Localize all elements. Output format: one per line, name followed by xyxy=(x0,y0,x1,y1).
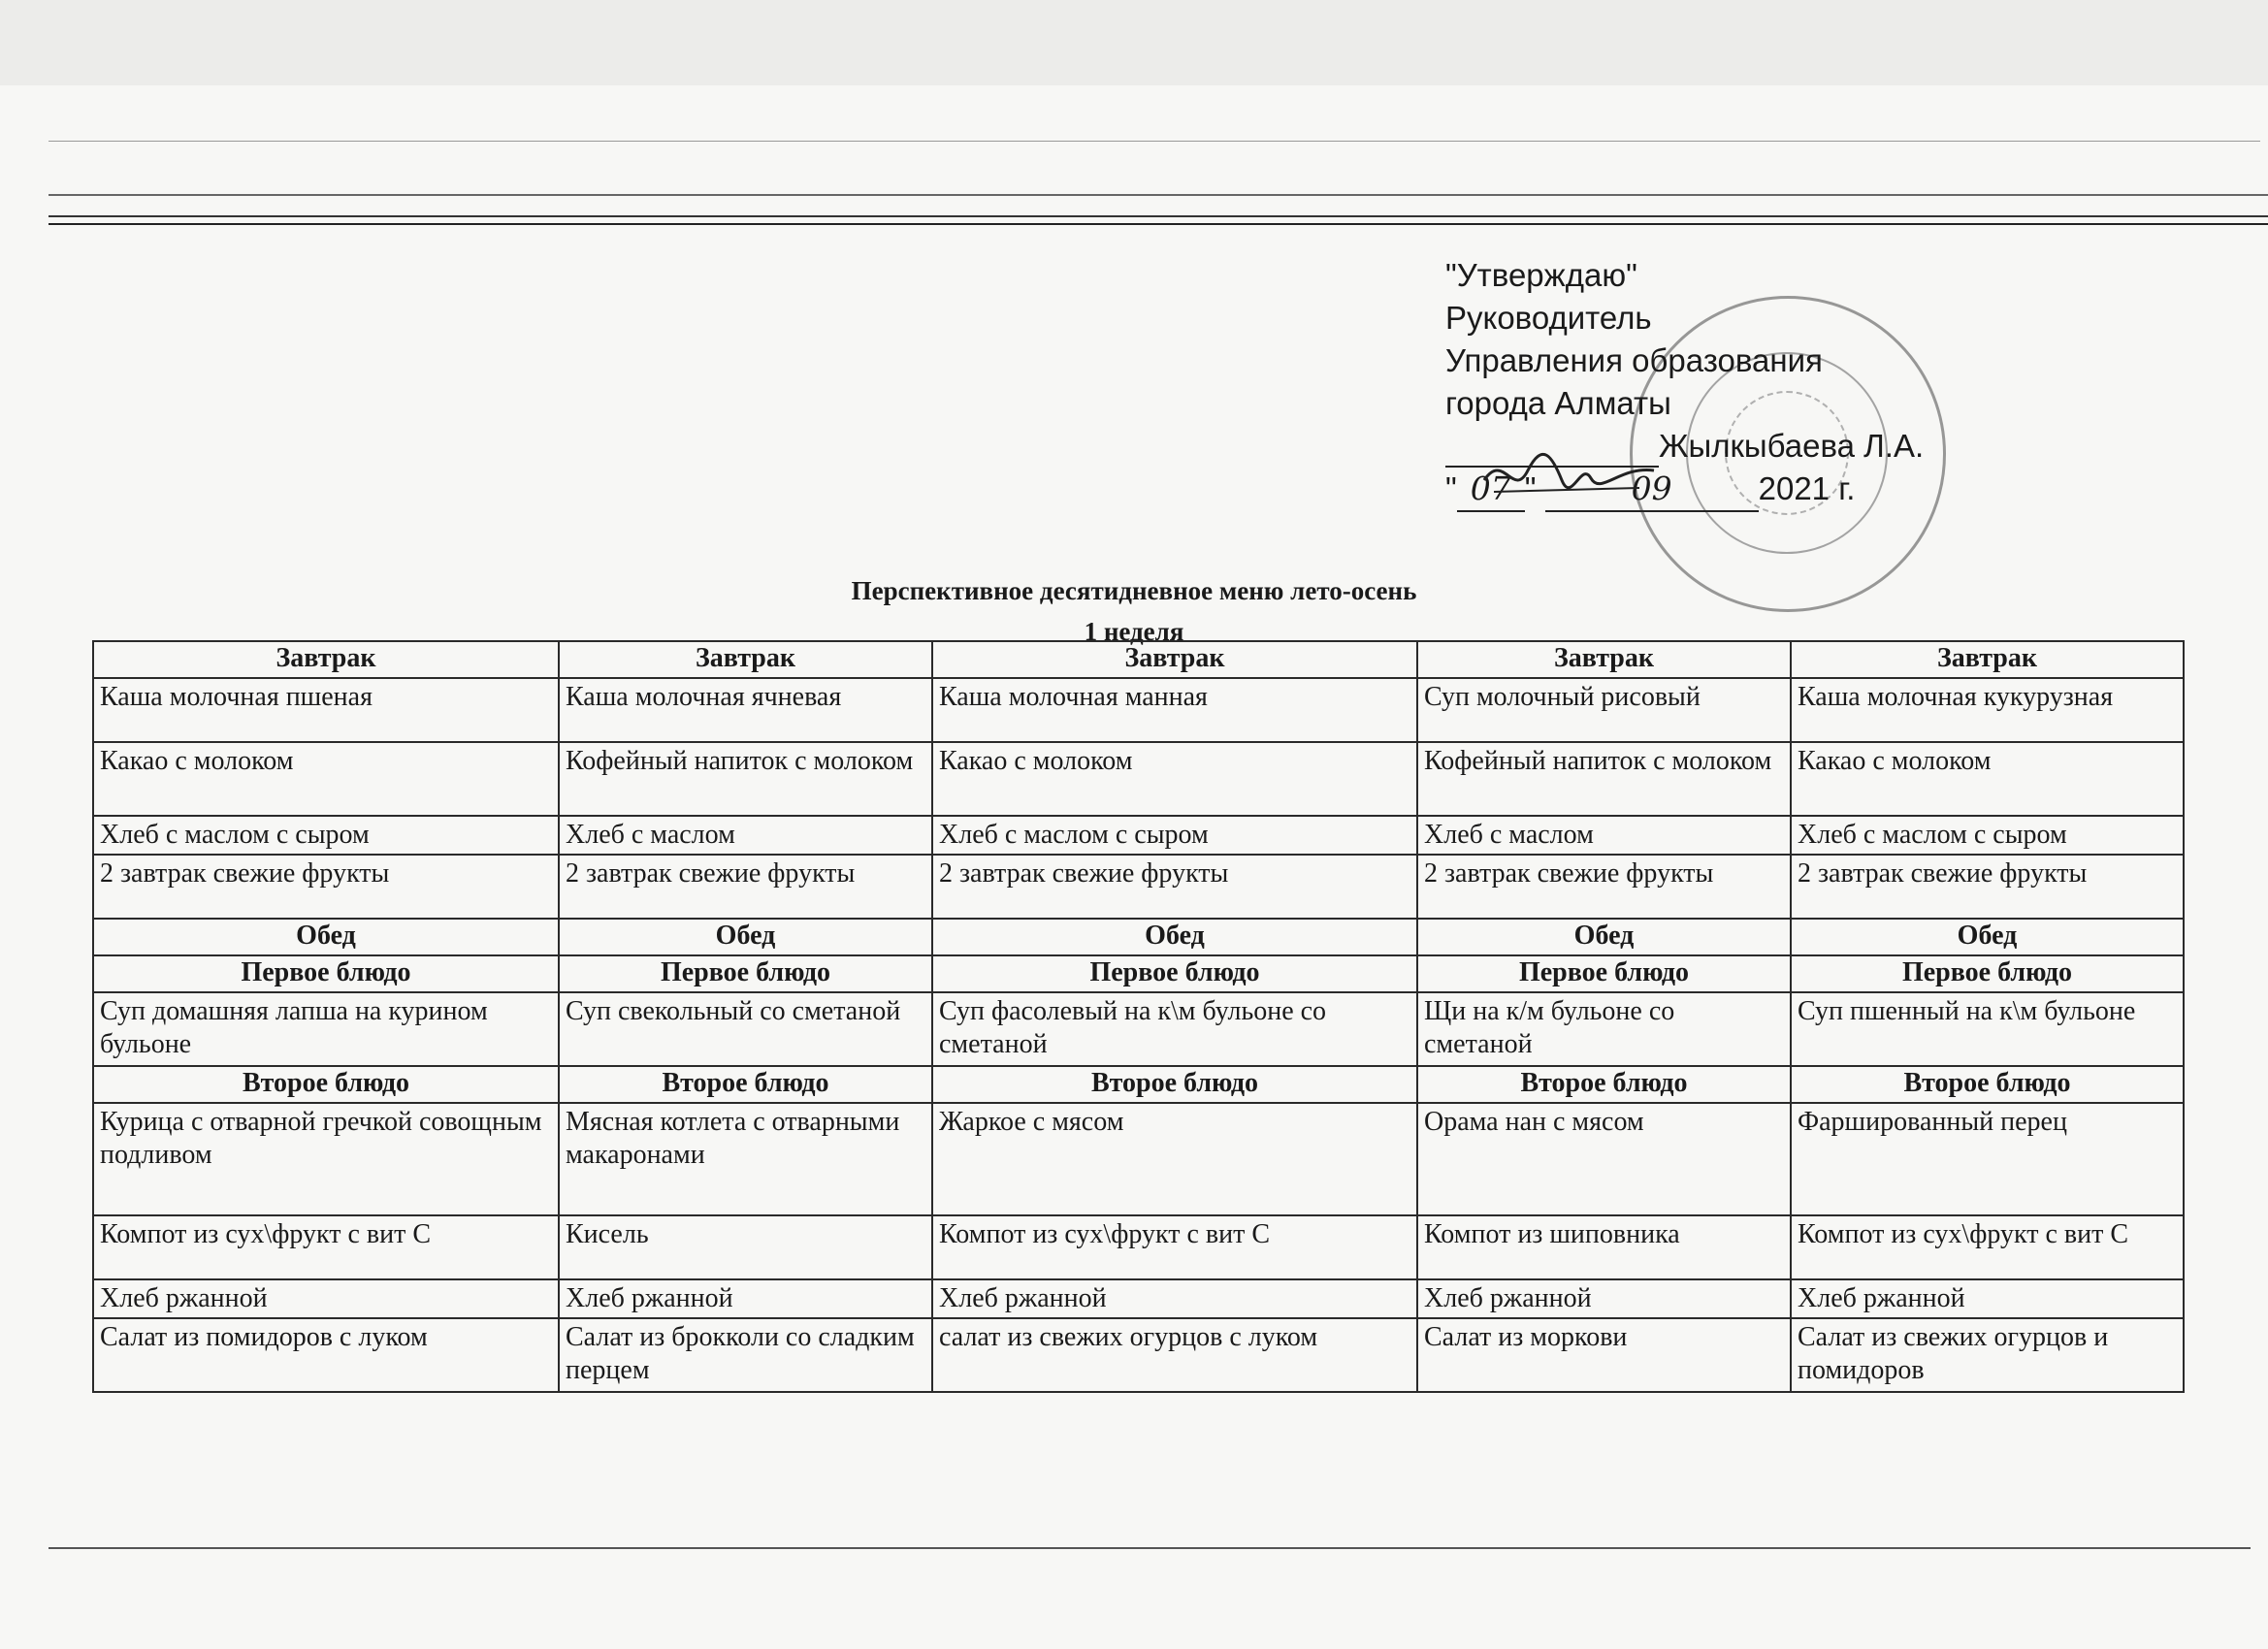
breakfast-bread-row xyxy=(93,816,2184,855)
menu-cell: Суп молочный рисовый xyxy=(1417,678,1791,742)
menu-cell: 2 завтрак свежие фрукты xyxy=(1417,855,1791,919)
menu-cell: Щи на к/м бульоне со сметаной xyxy=(1417,992,1791,1066)
menu-cell: Салат из свежих огурцов и помидоров xyxy=(1791,1318,2184,1392)
scan-shadow xyxy=(0,0,2268,85)
menu-cell: Салат из помидоров с луком xyxy=(93,1318,559,1392)
menu-cell: Какао с молоком xyxy=(1791,742,2184,816)
menu-cell: Орама нан с мясом xyxy=(1417,1103,1791,1215)
breakfast-header: Завтрак xyxy=(559,641,932,678)
menu-cell: Хлеб ржанной xyxy=(93,1279,559,1318)
document-title: Перспективное десятидневное меню лето-осень xyxy=(851,576,1417,605)
menu-cell: Жаркое с мясом xyxy=(932,1103,1417,1215)
date-month: 09 xyxy=(1545,468,1759,512)
breakfast-header: Завтрак xyxy=(1791,641,2184,678)
date-suffix: г. xyxy=(1838,470,1856,506)
menu-cell: Суп фасолевый на к\м бульоне со сметаной xyxy=(932,992,1417,1066)
menu-cell: 2 завтрак свежие фрукты xyxy=(93,855,559,919)
approval-department: Управления образования xyxy=(1445,342,1823,378)
date-day: 07 xyxy=(1457,468,1525,512)
lunch-header: Обед xyxy=(559,919,932,955)
menu-cell: Каша молочная ячневая xyxy=(559,678,932,742)
lunch-header: Обед xyxy=(93,919,559,955)
lunch-header-row xyxy=(93,919,2184,955)
first-course-header-row xyxy=(93,955,2184,992)
menu-cell: Хлеб ржанной xyxy=(932,1279,1417,1318)
second-course-header: Второе блюдо xyxy=(559,1066,932,1103)
salad-row xyxy=(93,1318,2184,1392)
menu-cell: Каша молочная пшеная xyxy=(93,678,559,742)
approval-date: " 07 " 09 2021 г. xyxy=(1445,468,1989,512)
breakfast-porridge-row xyxy=(93,678,2184,742)
second-course-header: Второе блюдо xyxy=(1791,1066,2184,1103)
second-course-header: Второе блюдо xyxy=(1417,1066,1791,1103)
menu-cell: Какао с молоком xyxy=(93,742,559,816)
breakfast-header: Завтрак xyxy=(1417,641,1791,678)
menu-cell: Компот из сух\фрукт с вит С xyxy=(93,1215,559,1279)
first-course-header: Первое блюдо xyxy=(932,955,1417,992)
menu-cell: Кофейный напиток с молоком xyxy=(559,742,932,816)
menu-cell: Курица с отварной гречкой совощным подливом xyxy=(93,1103,559,1215)
menu-cell: Салат из брокколи со сладким перцем xyxy=(559,1318,932,1392)
rule-line xyxy=(49,215,2268,217)
rule-line xyxy=(49,141,2260,142)
menu-cell: Компот из сух\фрукт с вит С xyxy=(932,1215,1417,1279)
menu-cell: Фаршированный перец xyxy=(1791,1103,2184,1215)
breakfast-header: Завтрак xyxy=(93,641,559,678)
menu-cell: Хлеб с маслом xyxy=(1417,816,1791,855)
handwritten-signature xyxy=(1474,441,1669,509)
menu-cell: Мясная котлета с отварными макаронами xyxy=(559,1103,932,1215)
lunch-header: Обед xyxy=(1417,919,1791,955)
first-course-row xyxy=(93,992,2184,1066)
menu-cell: Компот из сух\фрукт с вит С xyxy=(1791,1215,2184,1279)
bread-row xyxy=(93,1279,2184,1318)
date-year: 2021 xyxy=(1758,470,1831,506)
breakfast-drink-row xyxy=(93,742,2184,816)
menu-cell: Каша молочная кукурузная xyxy=(1791,678,2184,742)
menu-cell: салат из свежих огурцов с луком xyxy=(932,1318,1417,1392)
menu-cell: 2 завтрак свежие фрукты xyxy=(932,855,1417,919)
menu-cell: Хлеб с маслом xyxy=(559,816,932,855)
menu-cell: 2 завтрак свежие фрукты xyxy=(559,855,932,919)
second-breakfast-row xyxy=(93,855,2184,919)
menu-cell: Кофейный напиток с молоком xyxy=(1417,742,1791,816)
menu-cell: Хлеб ржанной xyxy=(559,1279,932,1318)
document-subtitle: 1 неделя xyxy=(1084,617,1184,646)
breakfast-header-row xyxy=(93,641,2184,678)
second-course-row xyxy=(93,1103,2184,1215)
second-course-header: Второе блюдо xyxy=(932,1066,1417,1103)
rule-line xyxy=(49,223,2268,225)
menu-cell: Хлеб с маслом с сыром xyxy=(932,816,1417,855)
menu-cell: Каша молочная манная xyxy=(932,678,1417,742)
menu-table xyxy=(92,640,2185,1393)
first-course-header: Первое блюдо xyxy=(1417,955,1791,992)
menu-cell: Суп пшенный на к\м бульоне xyxy=(1791,992,2184,1066)
menu-cell: Хлеб с маслом с сыром xyxy=(93,816,559,855)
lunch-header: Обед xyxy=(1791,919,2184,955)
approval-heading: "Утверждаю" xyxy=(1445,257,1637,293)
menu-cell: Салат из моркови xyxy=(1417,1318,1791,1392)
rule-line xyxy=(49,194,2268,196)
menu-cell: Суп свекольный со сметаной xyxy=(559,992,932,1066)
menu-cell: Хлеб ржанной xyxy=(1417,1279,1791,1318)
approval-position: Руководитель xyxy=(1445,300,1652,336)
menu-cell: Какао с молоком xyxy=(932,742,1417,816)
second-course-header-row xyxy=(93,1066,2184,1103)
signatory-name: Жылкыбаева Л.А. xyxy=(1659,428,1925,464)
menu-cell: Хлеб с маслом с сыром xyxy=(1791,816,2184,855)
first-course-header: Первое блюдо xyxy=(559,955,932,992)
menu-cell: Кисель xyxy=(559,1215,932,1279)
first-course-header: Первое блюдо xyxy=(1791,955,2184,992)
approval-city: города Алматы xyxy=(1445,385,1671,421)
menu-cell: Компот из шиповника xyxy=(1417,1215,1791,1279)
first-course-header: Первое блюдо xyxy=(93,955,559,992)
breakfast-header: Завтрак xyxy=(932,641,1417,678)
drink-row xyxy=(93,1215,2184,1279)
menu-cell: Хлеб ржанной xyxy=(1791,1279,2184,1318)
lunch-header: Обед xyxy=(932,919,1417,955)
menu-cell: 2 завтрак свежие фрукты xyxy=(1791,855,2184,919)
menu-cell: Суп домашняя лапша на курином бульоне xyxy=(93,992,559,1066)
second-course-header: Второе блюдо xyxy=(93,1066,559,1103)
rule-line xyxy=(49,1547,2251,1549)
